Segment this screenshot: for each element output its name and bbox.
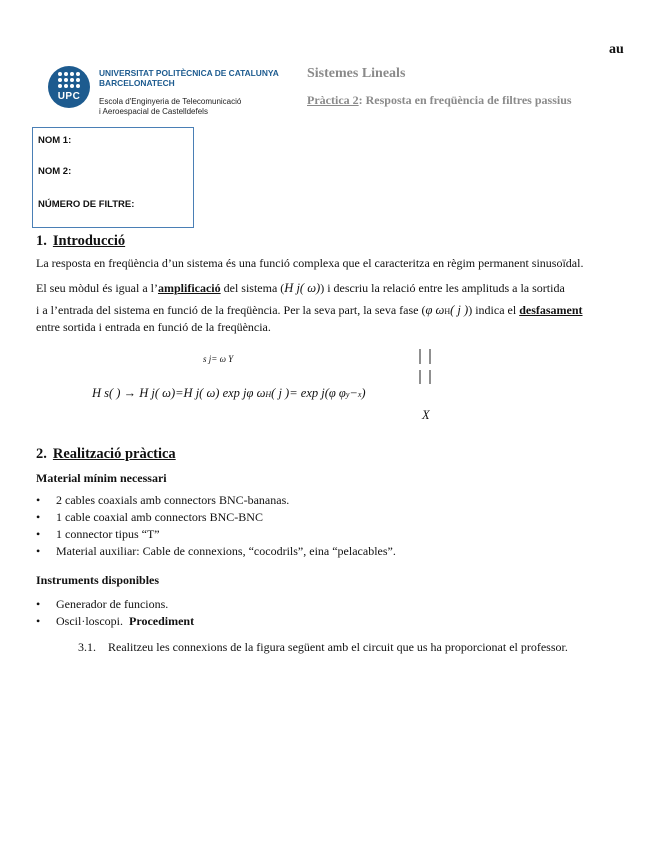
list-item: • Generador de funcions. [36, 596, 194, 613]
corner-text: au [609, 42, 624, 57]
intro-line-4: entre sortida i entrada en funció de la freqüència. [36, 320, 271, 334]
school-name: Escola d'Enginyeria de Telecomunicació i Aeroespacial de Castelldefels [99, 97, 242, 116]
instruments-heading: Instruments disponibles [36, 573, 160, 587]
frequency-response-equation: H s( ) → H j( ω)=H j( ω) exp jφ ωH( j )= exp j(φ φy−x) [92, 386, 366, 400]
instruments-list [36, 596, 194, 630]
course-title: Sistemes Lineals [307, 66, 406, 81]
intro-line-3: i a l’entrada del sistema en funció de la freqüència. Per la seva part, la seva fase (φ ωH( j )) indica el desfasament [36, 303, 583, 317]
procedure-label: Procediment [129, 614, 195, 628]
section-1-heading: 1. Introducció [36, 233, 126, 249]
list-item: • 1 cable coaxial amb connectors BNC-BNC [36, 509, 396, 526]
university-name: UNIVERSITAT POLITÈCNICA DE CATALUNYA BARCELONATECH [99, 68, 279, 88]
list-item: • Material auxiliar: Cable de connexions, “cocodrils”, eina “pelacables”. [36, 543, 396, 560]
student-info-box[interactable] [32, 127, 194, 228]
logo-dots-icon [57, 71, 81, 89]
list-item: • Oscil·loscopi. Procediment [36, 613, 194, 630]
filter-number-label: NÚMERO DE FILTRE: [38, 199, 135, 210]
procedure-step-3-1: 3.1. Realitzeu les connexions de la figura següent amb el circuit que us ha proporcionat el professor. [78, 640, 568, 654]
magnitude-bars-icon [412, 346, 436, 386]
intro-line-1: La resposta en freqüència d’un sistema és una funció complexa que el caracteritza en règim permanent sinusoïdal. [36, 256, 584, 270]
material-heading: Material mínim necessari [36, 471, 167, 485]
upc-logo [48, 66, 90, 108]
logo-text: UPC [57, 91, 81, 102]
list-item: • 2 cables coaxials amb connectors BNC-bananas. [36, 492, 396, 509]
equation-bottom: X [422, 408, 430, 422]
intro-line-2: El seu mòdul és igual a l’amplificació del sistema (H j( ω)) i descriu la relació entre les amplituds a la sortida [36, 281, 565, 295]
nom1-label: NOM 1: [38, 135, 72, 146]
material-list [36, 492, 396, 560]
practice-title: Pràctica 2: Resposta en freqüència de filtres passius [307, 93, 572, 107]
section-2-heading: 2. Realització pràctica [36, 446, 176, 462]
equation-top: s j= ω Y [203, 354, 234, 364]
nom2-label: NOM 2: [38, 166, 72, 177]
list-item: • 1 connector tipus “T” [36, 526, 396, 543]
